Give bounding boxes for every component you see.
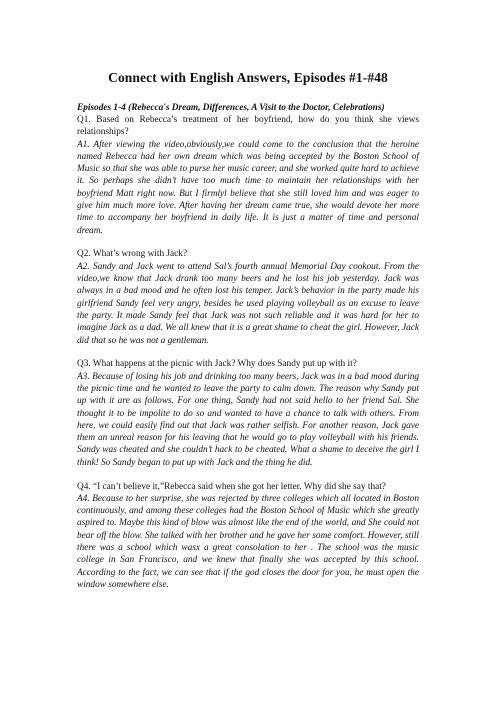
document-title: Connect with English Answers, Episodes #1-#48: [108, 70, 388, 85]
answer-4: A4. Because to her surprise, she was rejected by three colleges which all located in Boston continuously, and among these colleges had the Boston School of Music which she greatly aspired to. Maybe this kind of blow was almost like the end of the world, and She could not bear off the blow. She talked with her brother and he gave her some comfort. However, still there was a school which wasx a great consolation to her . The school was the music college in San Francisco, and we knew that finally she was accepted by this school. According to the fact, we can see that if the god closes the door for you, he must open the window somewhere else.: [77, 493, 419, 590]
qa-item-4: [77, 481, 419, 592]
question-1: Q1. Based on Rebecca’s treatment of her boyfriend, how do you think she views relationships?: [77, 115, 419, 138]
answer-3: A3. Because of losing his job and drinking too many beers, Jack was in a bad mood during the picnic time and he wanted to leave the party to calm down. The reason why Sandy put up with it are as follows. For one thing, Sandy had not said hello to her friend Sal. She thought it to be impolite to do so and wanted to have a chance to talk with others. From here, we could easily find out that Jack was rather selfish. For another reason, Jack gave them an unreal reason for his leaving that he would go to play volleyball with his friends. Sandy was cheated and she couldn’t hack to be cheated. What a shame to deceive the girl I think! So Sandy began to put up with Jack and the thing he did.: [77, 371, 419, 468]
qa-item-2: [77, 248, 419, 346]
section-heading: Episodes 1-4 (Rebecca's Dream, Differences, A Visit to the Doctor, Celebrations): [77, 103, 385, 113]
question-3: Q3. What happens at the picnic with Jack? Why does Sandy put up with it?: [77, 359, 357, 370]
qa-item-1: [77, 114, 419, 237]
question-2: Q2. What’s wrong with Jack?: [77, 249, 188, 260]
document-page: [77, 70, 419, 591]
answer-1: A1. After viewing the video,obviously,we could come to the conclusion that the heroine named Rebecca had her own dream which was being accepted by the Boston School of Music so that she was able to purse her music career, and she worked quite hard to achieve it. So perhaps she didn’t have too much time to maintain her relationships with her boyfriend Matt right now. But I firmlyl believe that she still loved him and was eager to give him much more love. After having her dream came true, she would devote her more time to accompany her boyfriend in daily life. It is just a matter of time and personal dream.: [77, 139, 419, 236]
question-4: Q4. “I can’t believe it,”Rebecca said when she got her letter. Why did she say that?: [77, 481, 386, 492]
qa-item-3: [77, 358, 419, 469]
answer-2: A2. Sandy and Jack went to attend Sal’s fourth annual Memorial Day cookout. From the video,we know that Jack drank too many beers and he lost his job yesterday. Jack was always in a bad mood and he often lost his temper. Jack’s behavior in the party made his girlfriend Sandy feel very angry, besides he used playing volleyball as an excuse to leave the party. It made Sandy feel that Jack was not such reliable and it was hard for her to imagine Jack as a dad. We all knew that it is a great shame to cheat the girl. However, Jack did that so he was not a gentleman.: [77, 261, 419, 346]
